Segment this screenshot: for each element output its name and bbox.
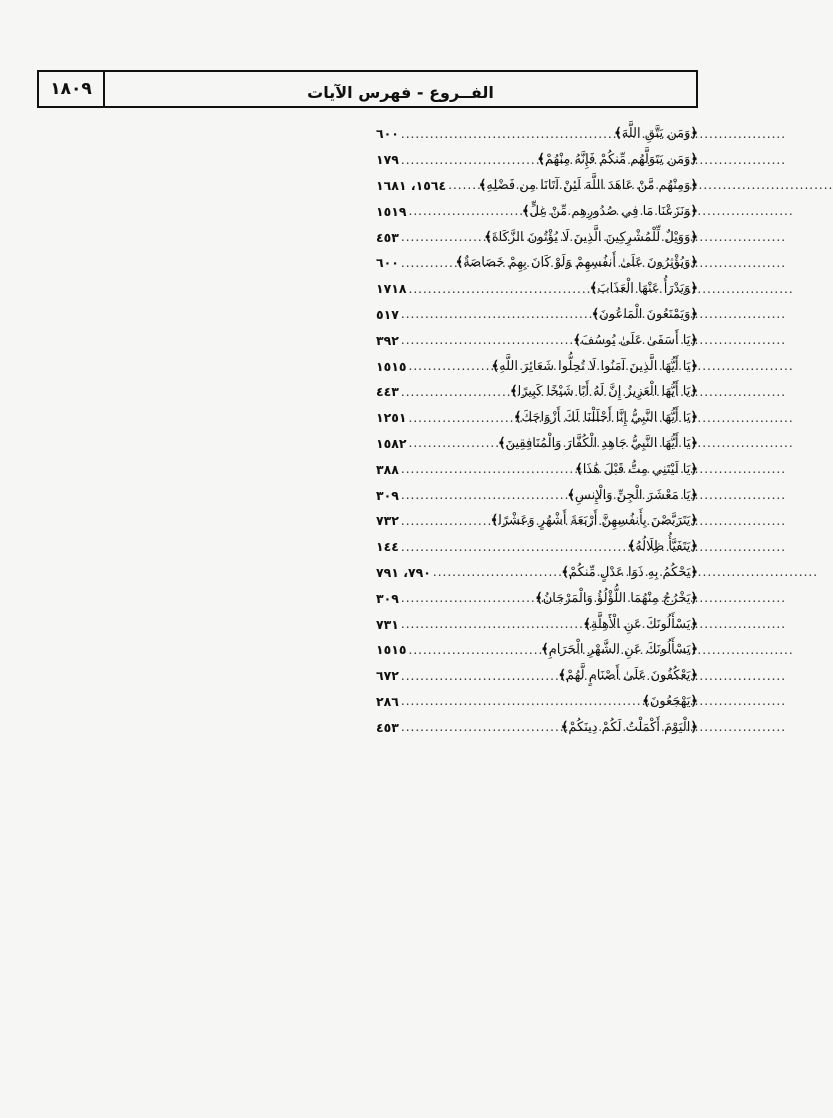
page-reference: ٦٠٠ <box>376 126 399 142</box>
ornate-bracket-close: ﴾ <box>541 642 549 658</box>
page-reference: ٤٥٣ <box>376 719 399 735</box>
ornate-bracket-open: ﴿ <box>690 332 698 348</box>
page-reference: ١٥١٩ <box>376 203 407 219</box>
verse-text: يَا أَيُّهَا الَّذِينَ آمَنُوا لَا تُحِلُّوا شَعَائِرَ اللَّهِ <box>499 358 691 374</box>
ornate-bracket-close: ﴾ <box>455 255 464 271</box>
ornate-bracket-open: ﴿ <box>690 177 698 193</box>
page-reference: ٧٣١ <box>376 616 399 632</box>
verse-text: وَمِنْهُم مَّنْ عَاهَدَ اللَّهَ لَئِنْ آتَانَا مِن فَضْلِهِ <box>486 177 691 193</box>
ornate-bracket-open: ﴿ <box>690 410 698 426</box>
verse-text: يَتَفَيَّأُ ظِلَالُهُ <box>635 539 691 555</box>
page-reference: ١٥٨٢ <box>376 435 407 451</box>
ornate-bracket-open: ﴿ <box>690 539 698 555</box>
dot-leader <box>433 565 561 579</box>
ornate-bracket-close: ﴾ <box>484 229 492 245</box>
verse-text: يَتَرَبَّصْنَ بِأَنفُسِهِنَّ أَرْبَعَةَ أَشْهُرٍ وَعَشْرًا <box>498 513 691 529</box>
page-reference: ١٢٥١ <box>376 410 407 426</box>
dot-leader <box>401 256 456 270</box>
page-reference: ١٥١٥ <box>376 642 407 658</box>
page-reference: ٦٠٠ <box>376 255 399 271</box>
page-reference: ٣٠٩ <box>376 590 399 606</box>
index-entry <box>376 456 698 482</box>
index-entry <box>376 379 698 405</box>
verse-index-list <box>376 121 698 740</box>
verse-text: يَا أَيُّهَا الْعَزِيزُ إِنَّ لَهُ أَبًا شَيْخًا كَبِيرًا <box>517 384 691 400</box>
ornate-bracket-open: ﴿ <box>690 642 698 658</box>
ornate-bracket-close: ﴾ <box>535 590 543 606</box>
verse-text: يَا أَيُّهَا النَّبِيُّ جَاهِدِ الْكُفَّارَ وَالْمُنَافِقِينَ <box>505 435 691 451</box>
ornate-bracket-open: ﴿ <box>690 513 698 529</box>
page-reference: ١٤٤ <box>376 539 399 555</box>
verse-text: يَسْأَلُونَكَ عَنِ الْأَهِلَّةِ <box>590 616 691 632</box>
verse-text: يَا أَيُّهَا النَّبِيُّ إِنَّا أَحْلَلْنَا لَكَ أَزْوَاجَكَ <box>521 410 691 426</box>
verse-text: وَوَيْلٌ لِّلْمُشْرِكِينَ الَّذِينَ لَا يُؤْتُونَ الزَّكَاةَ <box>491 229 691 245</box>
index-entry <box>376 611 698 637</box>
dot-leader <box>401 462 575 476</box>
dot-leader <box>401 617 583 631</box>
verse-text: وَيُؤْثِرُونَ عَلَىٰ أَنفُسِهِمْ وَلَوْ كَانَ بِهِمْ خَصَاصَةٌ <box>463 255 691 271</box>
page-reference: ٤٤٣ <box>376 384 399 400</box>
running-title: الفــروع - فهرس الآيات <box>307 82 494 102</box>
dot-leader <box>401 694 642 708</box>
index-entry <box>376 534 698 560</box>
index-entry <box>376 250 698 276</box>
verse-text: يَسْأَلُونَكَ عَنِ الشَّهْرِ الْحَرَامِ <box>548 642 691 658</box>
ornate-bracket-open: ﴿ <box>690 564 698 580</box>
ornate-bracket-close: ﴾ <box>560 719 569 735</box>
dot-leader <box>401 153 537 167</box>
index-entry <box>376 276 698 302</box>
dot-leader <box>409 359 492 373</box>
dot-leader <box>401 333 573 347</box>
page-reference: ٢٨٦ <box>376 693 399 709</box>
ornate-bracket-close: ﴾ <box>642 693 650 709</box>
ornate-bracket-open: ﴿ <box>690 306 698 322</box>
dot-leader <box>401 540 628 554</box>
dot-leader <box>401 591 535 605</box>
page-reference: ١٥١٥ <box>376 358 407 374</box>
dot-leader <box>401 385 510 399</box>
ornate-bracket-close: ﴾ <box>521 203 530 219</box>
verse-text: يَا أَسَفَىٰ عَلَىٰ يُوسُفَ <box>580 332 691 348</box>
ornate-bracket-open: ﴿ <box>690 281 698 297</box>
ornate-bracket-close: ﴾ <box>513 410 522 426</box>
dot-leader <box>401 230 484 244</box>
index-entry <box>376 224 698 250</box>
dot-leader <box>401 307 592 321</box>
page-reference: ٤٥٣ <box>376 229 399 245</box>
ornate-bracket-close: ﴾ <box>478 177 487 193</box>
page-reference: ٣٩٢ <box>376 332 399 348</box>
dot-leader <box>401 514 491 528</box>
index-entry <box>376 689 698 715</box>
index-entry <box>376 327 698 353</box>
ornate-bracket-close: ﴾ <box>561 564 569 580</box>
index-entry <box>376 121 698 147</box>
verse-text: يَا لَيْتَنِي مِتُّ قَبْلَ هَٰذَا <box>582 461 691 477</box>
verse-text: وَيَدْرَأُ عَنْهَا الْعَذَابَ <box>597 281 691 297</box>
ornate-bracket-close: ﴾ <box>491 358 500 374</box>
dot-leader <box>448 178 479 192</box>
index-entry <box>376 482 698 508</box>
ornate-bracket-close: ﴾ <box>614 126 622 142</box>
verse-text: الْيَوْمَ أَكْمَلْتُ لَكُمْ دِينَكُمْ <box>568 719 691 735</box>
page-reference: ٦٧٢ <box>376 668 399 684</box>
ornate-bracket-close: ﴾ <box>575 461 583 477</box>
ornate-bracket-open: ﴿ <box>690 719 698 735</box>
dot-leader <box>401 669 558 683</box>
dot-leader <box>409 204 522 218</box>
ornate-bracket-close: ﴾ <box>589 281 598 297</box>
index-entry <box>376 147 698 173</box>
dot-leader <box>409 282 590 296</box>
ornate-bracket-open: ﴿ <box>690 590 698 606</box>
ornate-bracket-close: ﴾ <box>497 435 506 451</box>
dot-leader <box>401 488 568 502</box>
ornate-bracket-open: ﴿ <box>690 384 698 400</box>
index-entry <box>376 637 698 663</box>
page-reference: ٧٩٠، ٧٩١ <box>376 564 431 580</box>
index-entry <box>376 714 698 740</box>
ornate-bracket-close: ﴾ <box>591 306 600 322</box>
verse-text: يَخْرُجُ مِنْهُمَا اللُّؤْلُؤُ وَالْمَرْجَانُ <box>542 590 691 606</box>
ornate-bracket-open: ﴿ <box>690 229 698 245</box>
verse-text: وَنَزَعْنَا مَا فِي صُدُورِهِم مِّنْ غِلٍّ <box>529 203 691 219</box>
page-number: ١٨٠٩ <box>39 72 105 106</box>
page-reference: ١٥٦٤، ١٦٨١ <box>376 177 447 193</box>
dot-leader <box>409 411 514 425</box>
ornate-bracket-open: ﴿ <box>690 152 698 168</box>
ornate-bracket-open: ﴿ <box>690 461 698 477</box>
page-reference: ٣٠٩ <box>376 487 399 503</box>
dot-leader <box>409 436 498 450</box>
ornate-bracket-close: ﴾ <box>490 513 499 529</box>
ornate-bracket-open: ﴿ <box>690 693 698 709</box>
index-entry <box>376 173 698 199</box>
ornate-bracket-open: ﴿ <box>690 435 698 451</box>
page-reference: ٧٣٢ <box>376 513 399 529</box>
dot-leader <box>401 127 614 141</box>
index-entry <box>376 585 698 611</box>
ornate-bracket-close: ﴾ <box>573 332 581 348</box>
dot-leader <box>409 643 542 657</box>
index-entry <box>376 198 698 224</box>
ornate-bracket-close: ﴾ <box>583 616 591 632</box>
page-reference: ١٧١٨ <box>376 281 407 297</box>
ornate-bracket-open: ﴿ <box>690 203 698 219</box>
verse-text: يَهْجَعُونَ <box>649 693 691 709</box>
ornate-bracket-open: ﴿ <box>690 255 698 271</box>
ornate-bracket-close: ﴾ <box>537 152 545 168</box>
ornate-bracket-close: ﴾ <box>567 487 576 503</box>
ornate-bracket-open: ﴿ <box>690 126 698 142</box>
verse-text: يَعْكُفُونَ عَلَىٰ أَصْنَامٍ لَّهُمْ <box>565 668 691 684</box>
page-reference: ٥١٧ <box>376 306 399 322</box>
index-entry <box>376 560 698 586</box>
verse-text: يَا مَعْشَرَ الْجِنِّ وَالْإِنسِ <box>575 487 691 503</box>
page-reference: ١٧٩ <box>376 152 399 168</box>
ornate-bracket-close: ﴾ <box>627 539 636 555</box>
ornate-bracket-close: ﴾ <box>509 384 518 400</box>
verse-text: وَمَن يَتَوَلَّهُم مِّنكُمْ فَإِنَّهُ مِنْهُمْ <box>544 152 691 168</box>
index-entry <box>376 405 698 431</box>
ornate-bracket-close: ﴾ <box>558 668 566 684</box>
page-reference: ٣٨٨ <box>376 461 399 477</box>
verse-text: وَيَمْنَعُونَ الْمَاعُونَ <box>599 306 691 322</box>
dot-leader <box>401 720 561 734</box>
ornate-bracket-open: ﴿ <box>690 358 698 374</box>
index-entry <box>376 431 698 457</box>
page-header <box>37 70 698 108</box>
index-entry <box>376 663 698 689</box>
ornate-bracket-open: ﴿ <box>690 487 698 503</box>
verse-text: وَمَن يَتَّقِ اللَّهَ <box>621 126 691 142</box>
index-entry <box>376 302 698 328</box>
index-entry <box>376 508 698 534</box>
index-entry <box>376 353 698 379</box>
ornate-bracket-open: ﴿ <box>690 616 698 632</box>
verse-text: يَحْكُمُ بِهِ ذَوَا عَدْلٍ مِّنكُمْ <box>568 564 691 580</box>
ornate-bracket-open: ﴿ <box>690 668 698 684</box>
